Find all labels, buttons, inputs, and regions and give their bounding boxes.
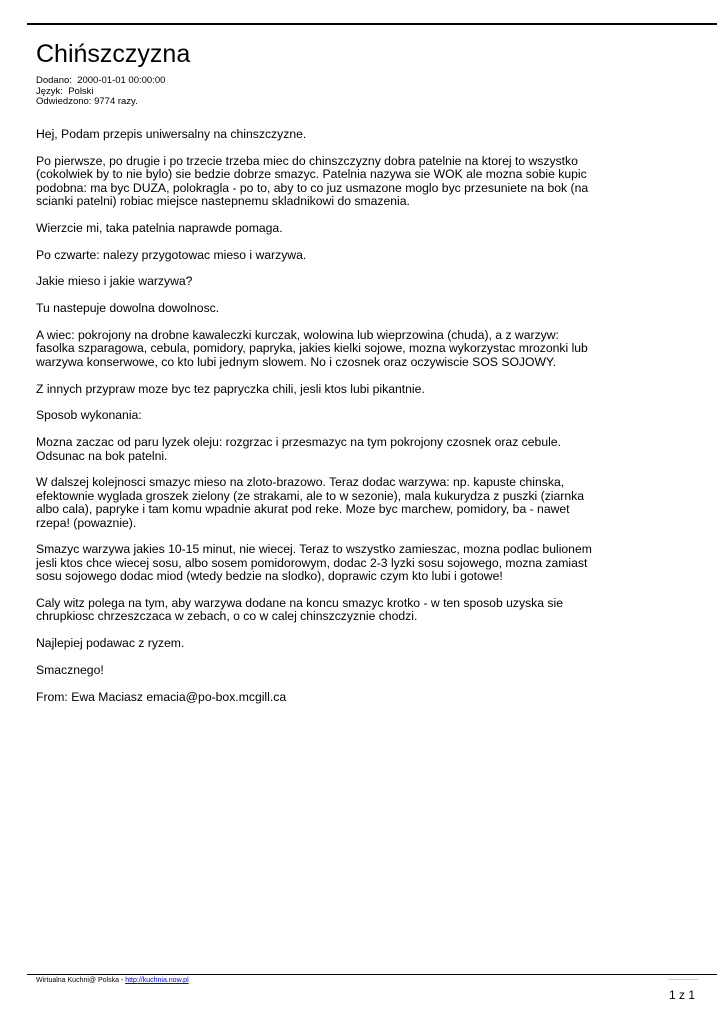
meta-added: Dodano: 2000-01-01 00:00:00 [36,75,166,86]
paragraph: Smazyc warzywa jakies 10-15 minut, nie wiecej. Teraz to wszystko zamieszac, mozna podlac bulionem jesli ktos chce wiecej sosu, albo sosem pomidorowym, dodac 2-3 lyzki sosu sojowego, mozna zamiast sosu sojowego dodac miod (wtedy bedzie na slodko), doprawic czym kto lubi i gotowe! [36,542,592,584]
paragraph: Najlepiej podawac z ryzem. [36,636,185,651]
footer-site [36,976,189,985]
paragraph: Po czwarte: nalezy przygotowac mieso i warzywa. [36,247,307,262]
paragraph: Wierzcie mi, taka patelnia naprawde pomaga. [36,220,283,235]
meta-visited: Odwiedzono: 9774 razy. [36,96,138,107]
meta-language: Język: Polski [36,85,94,97]
paragraph: A wiec: pokrojony na drobne kawaleczki kurczak, wolowina lub wieprzowina (chuda), a z warzyw: fasolka szparagowa, cebula, pomidory, papryka, jakies kielki sojowe, mozna wykorzystac mrozonki lub warzywa konserwowe, co kto lubi jednym slowem. No i czosnek oraz oczywiscie SOS SOJOWY. [36,328,588,369]
paragraph: Jakie mieso i jakie warzywa? [36,274,193,289]
recipe-body [36,128,606,718]
paragraph: Tu nastepuje dowolna dowolnosc. [36,301,220,316]
paragraph: From: Ewa Maciasz emacia@po-box.mcgill.ca [36,689,287,704]
footer-site-label: Wirtualna Kuchni@ Polska - [36,977,126,984]
header-divider [27,23,717,25]
paragraph: Z innych przypraw moze byc tez papryczka chili, jesli ktos lubi pikantnie. [36,381,425,396]
paragraph: W dalszej kolejnosci smazyc mieso na zloto-brazowo. Teraz dodac warzywa: np. kapuste chinska, efektownie wyglada groszek zielony (ze strakami, ale to w sezonie), mala kukurydza z puszki (ziarnka albo cala), papryke i tam komu wpadnie akurat pod reke. Moze byc marchew, pomidory, ba - nawet rzepa! (powaznie). [36,475,584,530]
paragraph: Mozna zaczac od paru lyzek oleju: rozgrzac i przesmazyc na tym pokrojony czosnek oraz cebule. Odsunac na bok patelni. [36,435,561,463]
page-title: Chińszczyzna [36,40,191,68]
paragraph: Sposob wykonania: [36,408,142,423]
paragraph: Hej, Podam przepis uniwersalny na chinszczyzne. [36,127,307,141]
footer-site-link[interactable]: http://kuchnia.now.pl [125,977,189,984]
paragraph: Smacznego! [36,663,104,678]
footer-decoration [668,979,698,980]
paragraph: Po pierwsze, po drugie i po trzecie trzeba miec do chinszczyzny dobra patelnie na ktorej to wszystko (cokolwiek by to nie bylo) sie bedzie dobrze smazyc. Patelnia nazywa sie WOK ale mozna sobie kupic podobna: ma byc DUZA, polokragla - po to, aby to co juz usmazone moglo byc przesuniete na bok (na scianki patelni) robiac miejsce nastepnemu skladnikowi do smazenia. [36,153,589,209]
footer-divider [27,974,717,975]
document-meta [36,76,165,108]
page-number: 1 z 1 [668,988,695,1002]
paragraph: Caly witz polega na tym, aby warzywa dodane na koncu smazyc krotko - w ten sposob uzyska sie chrupkiosc chrzeszczaca w zebach, o co w calej chinszczyznie chodzi. [36,596,564,624]
